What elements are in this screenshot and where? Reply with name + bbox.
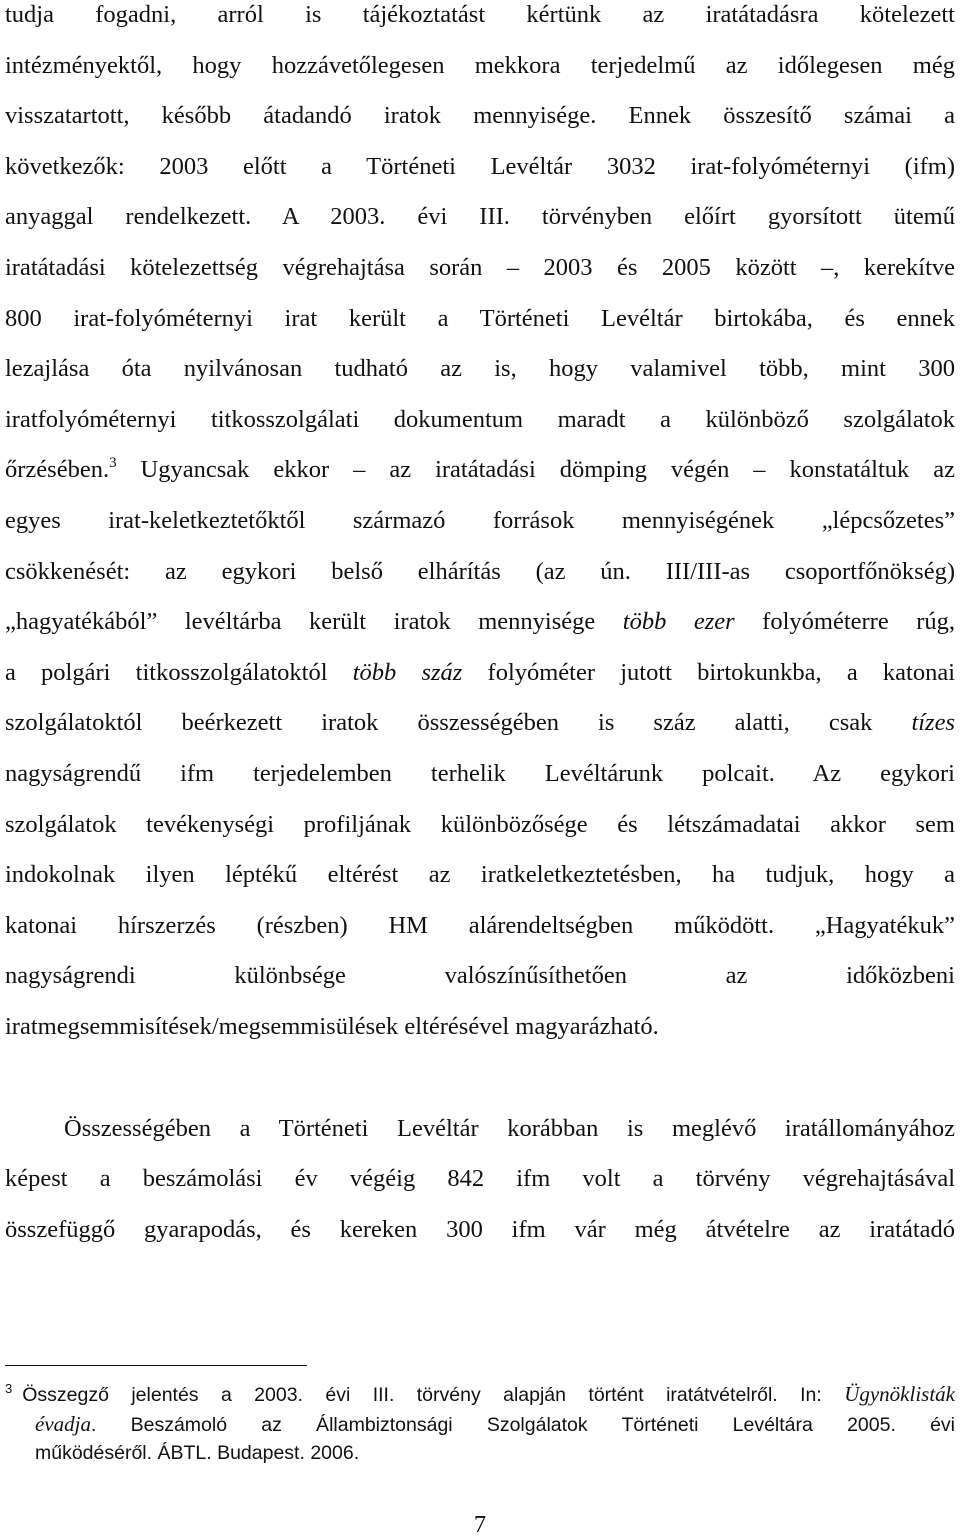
text-line: visszatartott, később átadandó iratok mennyisége. Ennek összesítő számai a bbox=[5, 102, 955, 129]
text-line: iratmegsemmisítések/megsemmisülések eltérésével magyarázható. bbox=[5, 1013, 659, 1040]
text-line: tudja fogadni, arról is tájékoztatást kértünk az iratátadásra kötelezett bbox=[5, 1, 955, 28]
text-line bbox=[5, 455, 955, 485]
text-line: következők: 2003 előtt a Történeti Levéltár 3032 irat-folyóméternyi (ifm) bbox=[5, 153, 955, 180]
footnote-line bbox=[35, 1411, 955, 1438]
text-run: . Beszámoló az Állambiztonsági Szolgálatok Történeti Levéltára 2005. évi bbox=[90, 1414, 955, 1436]
text-line bbox=[5, 658, 955, 688]
text-line: iratátadási kötelezettség végrehajtása során – 2003 és 2005 között –, kerekítve bbox=[5, 254, 955, 281]
text-line: csökkenését: az egykori belső elhárítás (az ún. III/III-as csoportfőnökség) bbox=[5, 558, 955, 585]
text-run: őrzésében. bbox=[5, 456, 110, 483]
text-line: nagyságrendi különbsége valószínűsíthetően az időközbeni bbox=[5, 962, 955, 989]
text-line: nagyságrendű ifm terjedelemben terhelik Levéltárunk polcait. Az egykori bbox=[5, 760, 955, 787]
text-line bbox=[5, 708, 955, 738]
text-line bbox=[5, 607, 955, 637]
footnote-separator bbox=[5, 1365, 307, 1366]
emphasis-text: tízes bbox=[911, 709, 955, 736]
emphasis-text: több ezer bbox=[622, 608, 735, 635]
text-line: összefüggő gyarapodás, és kereken 300 ifm vár még átvételre az iratátadó bbox=[5, 1216, 955, 1243]
text-run: Ugyancsak ekkor – az iratátadási dömping végén – konstatáltuk az bbox=[116, 456, 955, 483]
text-line: iratfolyóméternyi titkosszolgálati dokumentum maradt a különböző szolgálatok bbox=[5, 406, 955, 433]
text-run: Összegző jelentés a 2003. évi III. törvény alapján történt iratátvételről. In: bbox=[22, 1384, 845, 1406]
footnote-reference: 3 bbox=[109, 455, 117, 471]
text-line: Összességében a Történeti Levéltár korábban is meglévő iratállományához bbox=[64, 1115, 955, 1142]
footnote-line: működéséről. ÁBTL. Budapest. 2006. bbox=[35, 1442, 360, 1464]
text-line: intézményektől, hogy hozzávetőlegesen mekkora terjedelmű az időlegesen még bbox=[5, 52, 955, 79]
emphasis-text: több száz bbox=[352, 659, 463, 686]
footnote-line bbox=[5, 1381, 955, 1408]
text-line: indokolnak ilyen léptékű eltérést az iratkeletkeztetésben, ha tudjuk, hogy a bbox=[5, 861, 955, 888]
text-line: anyaggal rendelkezett. A 2003. évi III. törvényben előírt gyorsított ütemű bbox=[5, 203, 955, 230]
text-run: a polgári titkosszolgálatoktól bbox=[5, 659, 353, 686]
footnote-marker: 3 bbox=[5, 1381, 13, 1396]
emphasis-text: évadja bbox=[35, 1412, 91, 1436]
text-line: szolgálatok tevékenységi profiljának különbözősége és létszámadatai akkor sem bbox=[5, 811, 955, 838]
emphasis-text: Ügynöklisták bbox=[844, 1382, 955, 1406]
text-run: szolgálatoktól beérkezett iratok összességében is száz alatti, csak bbox=[5, 709, 912, 736]
text-line: egyes irat-keletkeztetőktől származó források mennyiségének „lépcsőzetes” bbox=[5, 507, 955, 534]
text-line: katonai hírszerzés (részben) HM alárendeltségben működött. „Hagyatékuk” bbox=[5, 912, 955, 939]
text-line: lezajlása óta nyilvánosan tudható az is, hogy valamivel több, mint 300 bbox=[5, 355, 955, 382]
page-number: 7 bbox=[473, 1511, 487, 1538]
text-run: folyóméterre rúg, bbox=[734, 608, 955, 635]
text-run: „hagyatékából” levéltárba került iratok mennyisége bbox=[5, 608, 623, 635]
text-run: folyóméter jutott birtokunkba, a katonai bbox=[462, 659, 955, 686]
text-line: képest a beszámolási év végéig 842 ifm volt a törvény végrehajtásával bbox=[5, 1165, 955, 1192]
text-line: 800 irat-folyóméternyi irat került a Történeti Levéltár birtokába, és ennek bbox=[5, 305, 955, 332]
